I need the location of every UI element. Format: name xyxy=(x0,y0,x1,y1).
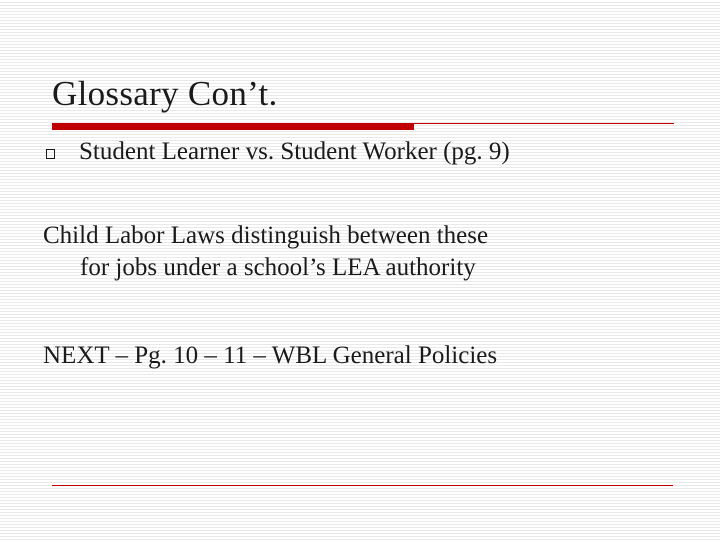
slide-title: Glossary Con’t. xyxy=(52,74,278,113)
paragraph-line-1: Child Labor Laws distinguish between these xyxy=(43,222,489,249)
footer-rule xyxy=(52,485,673,486)
title-underline-thick xyxy=(52,123,414,130)
bullet-item xyxy=(46,135,510,169)
paragraph-next: NEXT – Pg. 10 – 11 – WBL General Policies xyxy=(43,342,498,369)
bullet-text: Student Learner vs. Student Worker (pg. 9) xyxy=(79,138,510,165)
paragraph-child-labor xyxy=(43,220,488,284)
title-underline-thin xyxy=(414,123,674,124)
hollow-square-bullet-icon xyxy=(46,149,55,159)
paragraph-line-2: for jobs under a school’s LEA authority xyxy=(80,254,476,281)
